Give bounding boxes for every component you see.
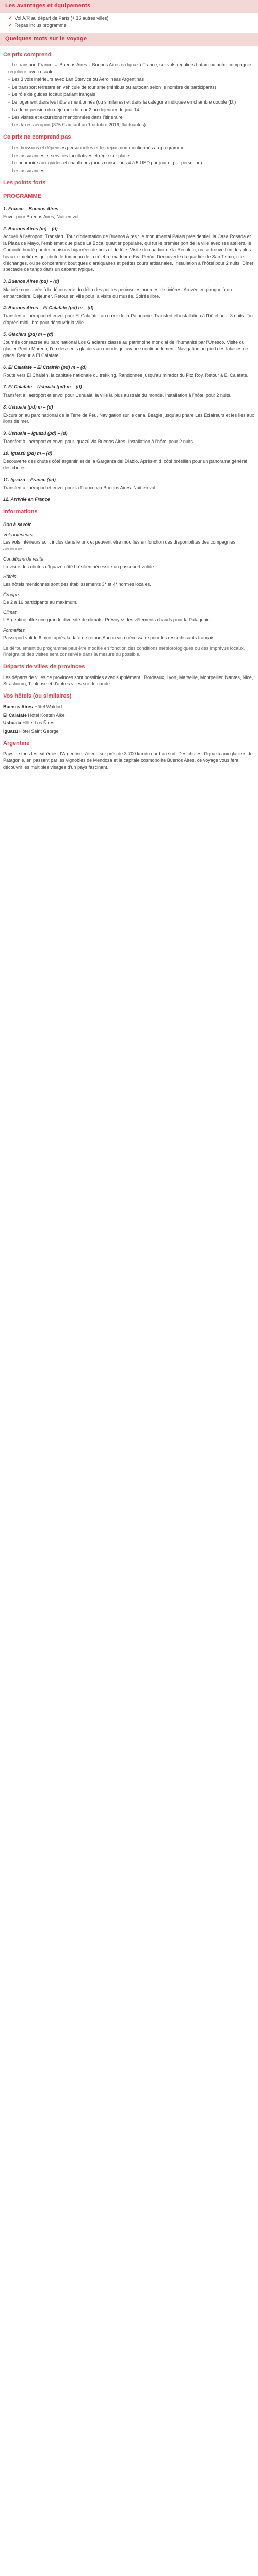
faq-answer: Passeport valide 6 mois après la date de retour. Aucun visa nécessaire pour les ressortissants français. xyxy=(3,635,216,640)
faq-list xyxy=(3,532,255,641)
price-includes-list xyxy=(3,62,255,128)
program-heading: PROGRAMME xyxy=(3,193,41,199)
day-text: Transfert à l’aéroport et envol pour El Calafate, au cœur de la Patagonie. Transfert et installation à l’hôtel pour 3 nuits. Fin d’après-midi libre pour découvrir la ville. xyxy=(3,313,253,325)
program-day xyxy=(3,304,255,326)
info-note: Le déroulement du programme peut être modifié en fonction des conditions météorologiques ou des imprévus locaux, l’intégralité des visites sera conservée dans la mesure du possible. xyxy=(3,645,245,657)
program-day xyxy=(3,206,255,221)
hotel-item xyxy=(3,728,255,735)
hotel-city: Ushuaia xyxy=(3,720,22,726)
list-item: - Le logement dans les hôtels mentionnés (ou similaires) et dans la catégorie indiquée en chambre double (D.) xyxy=(8,99,255,106)
day-title: 3. Buenos Aires (pd) – (d) xyxy=(3,279,59,284)
day-text: Excursion au parc national de la Terre de Feu. Navigation sur le canal Beagle jusqu’au phare Les Éclaireurs et les îles aux lions de mer. xyxy=(3,412,254,425)
day-text: Transfert à l’aéroport et envol pour Ushuaia, la ville la plus australe du monde. Installation à l’hôtel pour 2 nuits. xyxy=(3,392,232,398)
day-text: Envol pour Buenos Aires, Nuit en vol. xyxy=(3,214,80,219)
day-title: 12. Arrivée en France xyxy=(3,497,50,502)
info-subtitle: Bon à savoir xyxy=(3,521,31,527)
list-item: - Le pourboire aux guides et chauffeurs (nous conseillons 4 à 5 USD par jour et par personne) xyxy=(8,160,255,166)
program-day xyxy=(3,477,255,492)
hotel-item xyxy=(3,704,255,710)
hotel-name: Hôtel Waldorf xyxy=(34,704,62,709)
day-text: Découverte des chutes côté argentin et de la Garganta del Diablo. Après-midi côté brésilien pour un panorama général des chutes. xyxy=(3,459,247,471)
day-title: 7. El Calafate – Ushuaia (pd) m – (d) xyxy=(3,384,82,390)
hotel-city: El Calafate xyxy=(3,712,27,718)
hotels-list xyxy=(3,704,255,735)
program-day xyxy=(3,404,255,425)
info-heading: Informations xyxy=(3,509,38,515)
day-title: 10. Iguazú (pd) m – (d) xyxy=(3,450,53,456)
hotel-item xyxy=(3,712,255,719)
program-day xyxy=(3,450,255,471)
program-day xyxy=(3,430,255,445)
faq-answer: Les vols intérieurs sont inclus dans le prix et peuvent être modifiés en fonction des disponibilités des compagnies aériennes. xyxy=(3,539,236,552)
list-item: - Le transport France ↔ Buenos Aires – Buenos Aires en Iguazú France, sur vols réguliers Latam ou autre compagnie régulière, avec escale xyxy=(8,62,255,75)
price-section xyxy=(0,51,258,771)
hotel-name: Hôtel Los Ñires xyxy=(22,720,55,726)
program-day xyxy=(3,364,255,379)
day-text: Transfert à l’aéroport et envol pour la France via Buenos Aires. Nuit en vol. xyxy=(3,485,157,490)
argentina-heading: Argentine xyxy=(3,740,30,747)
program-day xyxy=(3,331,255,359)
day-text: Route vers El Chaltén, la capitale nationale du trekking. Randonnée jusqu’au mirador du Fitz Roy. Retour à El Calafate. xyxy=(3,372,249,378)
day-title: 5. Glaciers (pd) m – (d) xyxy=(3,331,54,337)
day-text: Journée consacrée au parc national Los Glaciares classé au patrimoine mondial de l’humanité par l’Unesco. Visite du glacier Perito Moreno, l’un des seuls glaciers au monde qui avance continuellement. Navigation au pied des falaises de glace. Retour à El Calafate. xyxy=(3,340,248,358)
program-days xyxy=(3,206,255,503)
day-title: 8. Ushuaia (pd) m – (d) xyxy=(3,404,53,410)
day-text: Accueil à l’aéroport. Transfert. Tour d’orientation de Buenos Aires : le monumental Palais présidentiel, la Casa Rosada et la Plaza de Mayo, l’emblématique place La Boca, quartier populaire, qui fut le premier port de la ville avec ses ateliers, le Caminito bordé par des maisons bigarrées de bois et de tôle. Visite du quartier de la Recoleta, ou se trouve l’un des plus beaux cimetières qui abrite le tombeau de la célèbre madonne Eva Perón. Découverte du quartier de San Telmo, cite d’échanges, ou se concentrent boutiques d’antiquaires et petites cours artisanales. Installation à l’hôtel pour 2 nuits. Dîner spectacle de tango dans un cabaret typique. xyxy=(3,234,254,273)
questions-heading: Quelques mots sur le voyage xyxy=(0,33,258,46)
hotel-name: Hôtel Kosten Aike xyxy=(28,712,65,718)
hotel-name: Hôtel Saint George xyxy=(19,728,59,734)
price-excludes-list xyxy=(3,145,255,174)
departures-text: Les départs de villes de provinces sont possibles avec supplément : Bordeaux, Lyon, Marseille, Montpellier, Nantes, Nice, Strasbourg, Toulouse et d’autres villes sur demande. xyxy=(3,674,253,687)
advantages-list xyxy=(3,15,255,29)
list-item: - Le rôle de guides locaux parlant français xyxy=(8,91,255,98)
program-day xyxy=(3,384,255,399)
day-title: 2. Buenos Aires (m) – (d) xyxy=(3,226,58,231)
list-item: - Les visites et excursions mentionnées dans l’itinéraire xyxy=(8,114,255,121)
day-title: 6. El Calafate – El Chaltén (pd) m – (d) xyxy=(3,364,87,370)
day-title: 1. France – Buenos Aires xyxy=(3,206,59,212)
faq-answer: De 2 à 16 participants au maximum. xyxy=(3,599,78,605)
day-title: 4. Buenos Aires – El Calafate (pd) m – (d) xyxy=(3,305,94,311)
program-day xyxy=(3,226,255,273)
list-item: - La demi-pension du déjeuner du jour 2 au déjeuner du jour 14 xyxy=(8,107,255,113)
list-item: - Les 3 vols intérieurs avec Lan Stervice ou Aerolineas Argentinas xyxy=(8,76,255,83)
faq-question: Formalités xyxy=(3,627,25,633)
list-item: - Les assurances et services facultatives et réglé sur place. xyxy=(8,152,255,159)
argentina-text: Pays de tous les extrêmes, l’Argentine s’étend sur près de 3 700 km du nord au sud. Des chutes d’Iguazú aux glaciers de Patagonie, en passant par les vignobles de Mendoza et la capitale cosmopolite Buenos Aires, ce voyage vous fera découvrir les multiples visages d’un pays fascinant. xyxy=(3,751,253,770)
program-day xyxy=(3,278,255,299)
day-title: 9. Ushuaia – Iguazú (pd) – (d) xyxy=(3,431,68,436)
price-excludes-heading: Ce prix ne comprend pas xyxy=(3,134,71,141)
list-item: - Les boissons et dépenses personnelles et les repas non mentionnés au programme xyxy=(8,145,255,151)
day-text: Matinée consacrée à la découverte du délta des petites peninsules nourries de rivières. Arrivée en pirogue à un embarcadère. Déjeuner. Retour en ville pour la visite du musée. Soirée libre. xyxy=(3,286,232,299)
hotel-city: Iguazú xyxy=(3,728,18,734)
day-text: Transfert à l’aéroport et envol pour Iguazú via Buenos Aires. Installation à l’hôtel pour 2 nuits. xyxy=(3,438,195,444)
faq-question: Hôtels xyxy=(3,574,17,580)
list-item: - Les assurances xyxy=(8,167,255,174)
faq-question: Climat xyxy=(3,609,17,615)
advantage-item: ✔ Vol A/R au départ de Paris (+ 16 autres villes) xyxy=(8,15,255,22)
faq-question: Vols intérieurs xyxy=(3,532,33,537)
faq-answer: L’Argentine offre une grande diversité de climats. Prévoyez des vêtements chauds pour la Patagonie. xyxy=(3,617,212,623)
program-day xyxy=(3,496,255,503)
list-item: - Les taxes aéroport (375 € au tarif au 1 octobre 2016, fluctuantes) xyxy=(8,122,255,128)
day-title: 11. Iguazú – France (pd) xyxy=(3,477,56,482)
faq-answer: Les hôtels mentionnés sont des établissements 3* et 4* normes locales. xyxy=(3,582,151,587)
faq-question: Groupe xyxy=(3,591,19,597)
advantage-item: ✔ Repas inclus programme xyxy=(8,22,255,29)
advantages-section xyxy=(0,15,258,29)
hotels-heading: Vos hôtels (ou similaires) xyxy=(3,693,72,700)
hotel-item xyxy=(3,720,255,726)
list-item: - Le transport terrestre en véhicule de tourisme (minibus ou autocar, selon le nombre de participants) xyxy=(8,84,255,91)
departures-heading: Départs de villes de provinces xyxy=(3,664,85,670)
advantages-heading: Les avantages et équipements xyxy=(0,0,258,13)
faq-question: Conditions de visite xyxy=(3,556,44,562)
trip-details-page xyxy=(0,0,258,774)
faq-answer: La visite des chutes d’Iguazú côté brésilien nécessite un passeport valide. xyxy=(3,564,155,569)
highlights-heading: Les points forts xyxy=(3,179,46,186)
price-includes-heading: Ce prix comprend xyxy=(3,51,52,58)
hotel-city: Buenos Aires xyxy=(3,704,33,709)
